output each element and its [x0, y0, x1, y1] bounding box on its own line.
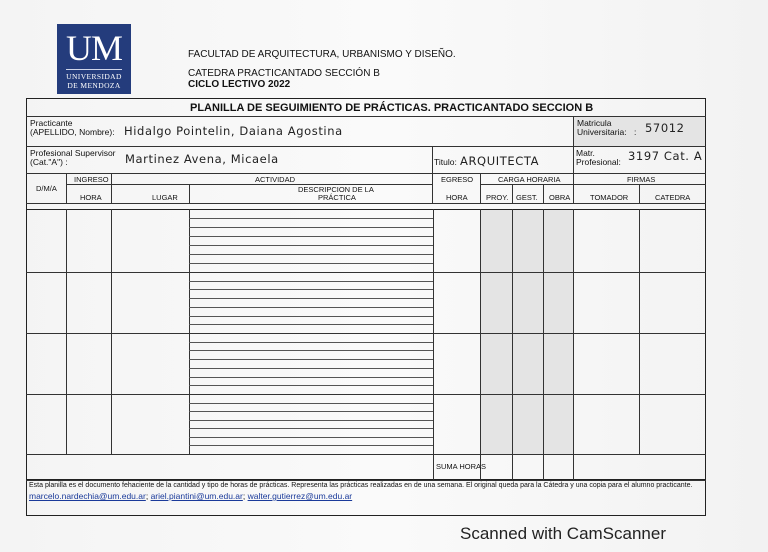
description-rule — [189, 307, 433, 308]
footer-note: Esta planilla es el documento fehaciente de la cantidad y tipo de horas de prácticas. Representa las prácticas realizadas en de una semana. El original queda para la Cátedra y una copia para el alumno practicante. — [29, 482, 693, 489]
col-proy: PROY. — [486, 193, 509, 202]
matr-prof-label: Matr. — [576, 148, 595, 158]
col-dma: D/M/A — [36, 184, 57, 193]
col-lugar: LUGAR — [152, 193, 178, 202]
logo-line2: DE MENDOZA — [67, 81, 121, 90]
col-ingreso: INGRESO — [74, 175, 109, 184]
description-rule — [189, 437, 433, 438]
supervisor-value: Martinez Avena, Micaela — [125, 152, 279, 166]
col-descripcion-2: PRÁCTICA — [318, 193, 356, 202]
supervisor-label: Profesional Supervisor — [30, 148, 116, 158]
col-egreso: EGRESO — [441, 175, 474, 184]
ciclo-lectivo: CICLO LECTIVO 2022 — [188, 79, 291, 90]
col-obra: OBRA — [549, 193, 571, 202]
catedra-name: CATEDRA PRACTICANTADO SECCIÓN B — [188, 68, 380, 79]
description-rule — [189, 236, 433, 237]
description-rule — [189, 316, 433, 317]
logo-abbr: UM — [65, 28, 122, 68]
email-link-3[interactable]: walter.gutierrez@um.edu.ar — [247, 491, 353, 501]
description-rule — [189, 350, 433, 351]
supervisor-label-2: (Cat."A") : — [30, 157, 68, 167]
practicante-label: Practicante — [30, 118, 73, 128]
description-rule — [189, 227, 433, 228]
matricula-label: Matricula — [577, 118, 612, 128]
footer-emails: marcelo.nardechia@um.edu.ar; ariel.piantini@um.edu.ar; walter.gutierrez@um.edu.ar — [29, 491, 353, 501]
matr-prof-label-2: Profesional: — [576, 157, 621, 167]
description-rule — [189, 428, 433, 429]
col-hora-ingreso: HORA — [80, 193, 102, 202]
titulo-label: Titulo: — [434, 157, 457, 167]
matricula-label-2: Universitaria: — [577, 127, 627, 137]
camscanner-watermark: Scanned with CamScanner — [460, 524, 667, 543]
description-rule — [189, 342, 433, 343]
description-rule — [189, 281, 433, 282]
email-link-2[interactable]: ariel.piantini@um.edu.ar — [150, 491, 243, 501]
practicante-value: Hidalgo Pointelin, Daiana Agostina — [124, 124, 343, 138]
description-rule — [189, 289, 433, 290]
col-descripcion: DESCRIPCION DE LA — [298, 185, 374, 194]
description-rule — [189, 245, 433, 246]
matr-prof-value: 3197 Cat. A — [628, 149, 703, 163]
description-rule — [189, 385, 433, 386]
col-hora-egreso: HORA — [446, 193, 468, 202]
description-rule — [189, 324, 433, 325]
description-rule — [189, 218, 433, 219]
university-logo — [57, 24, 131, 94]
col-carga-horaria: CARGA HORARIA — [498, 175, 561, 184]
col-firmas: FIRMAS — [627, 175, 656, 184]
description-rule — [189, 411, 433, 412]
matricula-value: 57012 — [645, 121, 685, 135]
form-title: PLANILLA DE SEGUIMIENTO DE PRÁCTICAS. PRACTICANTADO SECCION B — [190, 102, 594, 114]
col-gest: GEST. — [516, 193, 538, 202]
titulo-value: ARQUITECTA — [460, 154, 540, 168]
description-rule — [189, 377, 433, 378]
practicante-label-2: (APELLIDO, Nombre): — [30, 127, 115, 137]
matricula-colon: : — [634, 127, 637, 137]
entries-grid — [26, 209, 706, 480]
description-rule — [189, 403, 433, 404]
description-rule — [189, 298, 433, 299]
description-rule — [189, 254, 433, 255]
description-rule — [189, 445, 433, 446]
suma-horas-label: SUMA HORAS — [436, 462, 487, 471]
description-rule — [189, 368, 433, 369]
col-catedra: CATEDRA — [655, 193, 691, 202]
email-link-1[interactable]: marcelo.nardechia@um.edu.ar — [29, 491, 146, 501]
description-rule — [189, 263, 433, 264]
logo-line1: UNIVERSIDAD — [66, 72, 122, 81]
faculty-name: FACULTAD DE ARQUITECTURA, URBANISMO Y DISEÑO. — [188, 49, 456, 60]
description-rule — [189, 359, 433, 360]
description-rule — [189, 420, 433, 421]
col-actividad: ACTIVIDAD — [255, 175, 296, 184]
col-tomador: TOMADOR — [590, 193, 629, 202]
